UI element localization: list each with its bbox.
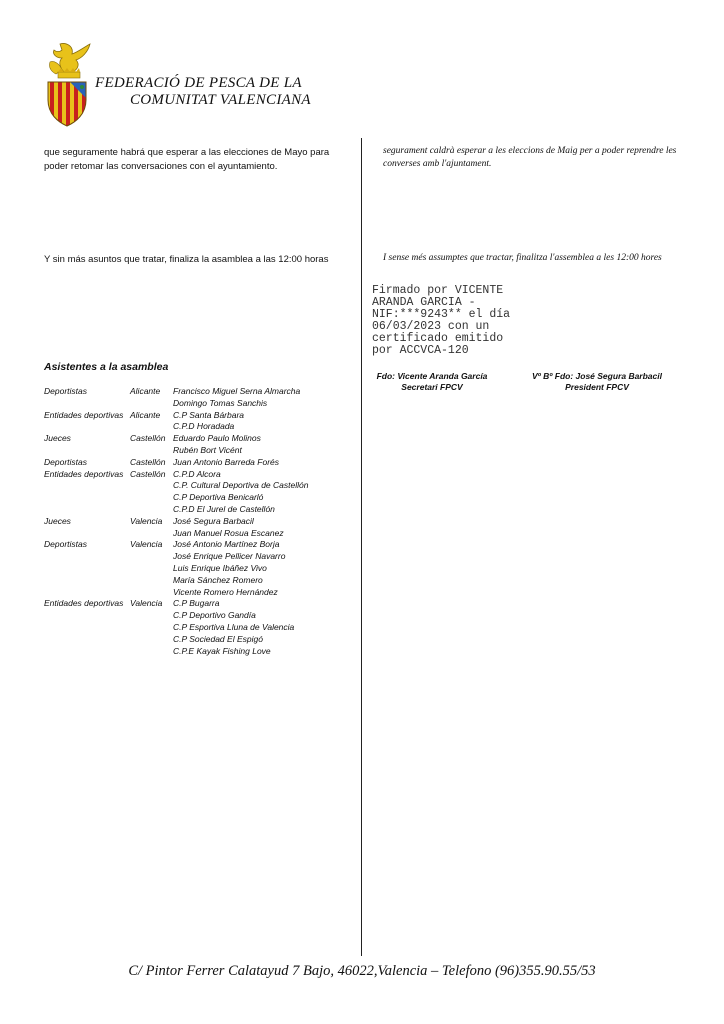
attendee-province — [130, 563, 173, 575]
attendee-category: Jueces — [44, 515, 71, 526]
spanish-paragraph-1: que seguramente habrá que esperar a las elecciones de Mayo para poder retomar las conversaciones con el ayuntamiento. — [44, 147, 330, 172]
attendee-category — [44, 445, 130, 457]
attendee-name: Domingo Tomas Sanchis — [173, 397, 268, 408]
attendee-row — [44, 551, 364, 563]
attendee-name: C.P Deportivo Gandía — [173, 610, 256, 621]
attendee-name: C.P Deportiva Benicarló — [173, 492, 264, 503]
organization-name-line1: FEDERACIÓ DE PESCA DE LA — [95, 75, 302, 91]
attendees-title: Asistentes a la asamblea — [44, 361, 169, 373]
attendee-row — [44, 563, 364, 575]
attendee-province — [130, 610, 173, 622]
attendee-row — [44, 646, 364, 658]
secretary-signature-name: Fdo: Vicente Aranda García — [376, 371, 488, 381]
attendee-category: Deportistas — [44, 539, 87, 550]
attendee-category: Entidades deportivas — [44, 409, 124, 420]
valencian-paragraph-1: segurament caldrà esperar a les eleccions de Maig per a poder reprendre les converses amb l'ajuntament. — [383, 146, 677, 169]
digital-signature-stamp: Firmado por VICENTE ARANDA GARCIA - NIF:***9243** el día 06/03/2023 con un certificado emitido por ACCVCA-120 — [372, 284, 511, 357]
attendee-name: María Sánchez Romero — [173, 574, 263, 585]
attendee-name: José Enrique Pellicer Navarro — [173, 551, 286, 562]
attendee-province: Valencia — [130, 598, 163, 609]
attendee-name: C.P Santa Bárbara — [173, 409, 245, 420]
attendee-row — [44, 516, 364, 528]
attendee-province — [130, 504, 173, 516]
valencian-paragraph-2: I sense més assumptes que tractar, finalitza l'assemblea a les 12:00 hores — [383, 253, 662, 263]
attendee-name: Francisco Miguel Serna Almarcha — [173, 386, 301, 396]
attendee-row — [44, 598, 364, 610]
attendee-province — [130, 421, 173, 433]
attendee-name: C.P Esportiva Lluna de Valencia — [173, 621, 295, 632]
attendees-list — [44, 386, 364, 657]
attendee-row — [44, 575, 364, 587]
attendee-row — [44, 386, 364, 398]
attendee-name: C.P.D Alcora — [173, 468, 221, 479]
attendee-row — [44, 528, 364, 540]
attendee-name: José Antonio Martínez Borja — [173, 539, 280, 550]
attendee-province: Alicante — [130, 409, 161, 420]
spanish-paragraph-2: Y sin más asuntos que tratar, finaliza la asamblea a las 12:00 horas — [44, 254, 329, 265]
attendee-row — [44, 433, 364, 445]
attendee-row — [44, 398, 364, 410]
attendee-province — [130, 492, 173, 504]
attendee-name: Juan Antonio Barreda Forés — [173, 456, 279, 467]
attendee-province — [130, 445, 173, 457]
attendee-row — [44, 634, 364, 646]
attendee-category — [44, 528, 130, 540]
attendee-province — [130, 587, 173, 599]
attendee-row — [44, 539, 364, 551]
attendee-row — [44, 587, 364, 599]
footer-address: C/ Pintor Ferrer Calatayud 7 Bajo, 46022,Valencia – Telefono (96)355.90.55/53 — [128, 963, 596, 979]
attendee-category — [44, 563, 130, 575]
attendee-province — [130, 528, 173, 540]
attendee-province: Alicante — [130, 386, 161, 396]
attendee-name: Rubén Bort Vicént — [173, 444, 242, 455]
attendee-name: Juan Manuel Rosua Escanez — [173, 527, 284, 538]
attendee-category — [44, 622, 130, 634]
attendee-province: Castellón — [130, 468, 166, 479]
attendee-category — [44, 634, 130, 646]
attendee-category — [44, 646, 130, 658]
attendee-row — [44, 622, 364, 634]
attendee-name: C.P Sociedad El Espigó — [173, 633, 263, 644]
attendee-row — [44, 421, 364, 433]
attendee-category — [44, 421, 130, 433]
attendee-row — [44, 410, 364, 422]
attendee-row — [44, 457, 364, 469]
attendee-category — [44, 610, 130, 622]
attendee-province — [130, 575, 173, 587]
valencia-coat-of-arms-icon — [42, 42, 92, 128]
attendee-category — [44, 492, 130, 504]
attendee-category: Entidades deportivas — [44, 468, 124, 479]
attendee-province: Valencia — [130, 515, 163, 526]
attendee-province — [130, 398, 173, 410]
attendee-name: José Segura Barbacil — [173, 515, 254, 526]
attendee-name: C.P. Cultural Deportiva de Castellón — [173, 480, 309, 491]
attendee-category: Deportistas — [44, 456, 87, 467]
secretary-signature — [373, 371, 491, 393]
attendee-province — [130, 634, 173, 646]
attendee-name: C.P.D Horadada — [173, 421, 235, 432]
attendee-name: C.P.E Kayak Fishing Love — [173, 645, 271, 656]
attendee-province: Castellón — [130, 456, 166, 467]
organization-name-line2: COMUNITAT VALENCIANA — [130, 92, 311, 108]
attendee-province — [130, 480, 173, 492]
attendee-name: C.P.D El Jurel de Castellón — [173, 503, 275, 514]
attendee-name: Luis Enrique Ibáñez Vivo — [173, 562, 267, 573]
attendee-row — [44, 445, 364, 457]
attendee-name: C.P Bugarra — [173, 598, 220, 609]
attendee-name: Eduardo Paulo Molinos — [173, 433, 261, 444]
attendee-row — [44, 610, 364, 622]
attendee-province: Valencia — [130, 539, 163, 550]
attendee-category — [44, 551, 130, 563]
secretary-signature-role: Secretari FPCV — [401, 382, 463, 392]
president-signature — [527, 371, 667, 393]
attendee-row — [44, 492, 364, 504]
attendee-province — [130, 551, 173, 563]
attendee-row — [44, 480, 364, 492]
president-signature-role: President FPCV — [565, 382, 629, 392]
attendee-category: Jueces — [44, 433, 71, 444]
attendee-category — [44, 480, 130, 492]
attendee-row — [44, 469, 364, 481]
attendee-category — [44, 575, 130, 587]
attendee-category: Entidades deportivas — [44, 598, 124, 609]
attendee-category — [44, 587, 130, 599]
attendee-province — [130, 646, 173, 658]
attendee-category — [44, 398, 130, 410]
attendee-province — [130, 622, 173, 634]
attendee-row — [44, 504, 364, 516]
attendee-category: Deportistas — [44, 386, 87, 396]
president-signature-name: Vº Bº Fdo: José Segura Barbacil — [532, 371, 662, 381]
attendee-category — [44, 504, 130, 516]
attendee-province: Castellón — [130, 433, 166, 444]
attendee-name: Vicente Romero Hernández — [173, 586, 278, 597]
